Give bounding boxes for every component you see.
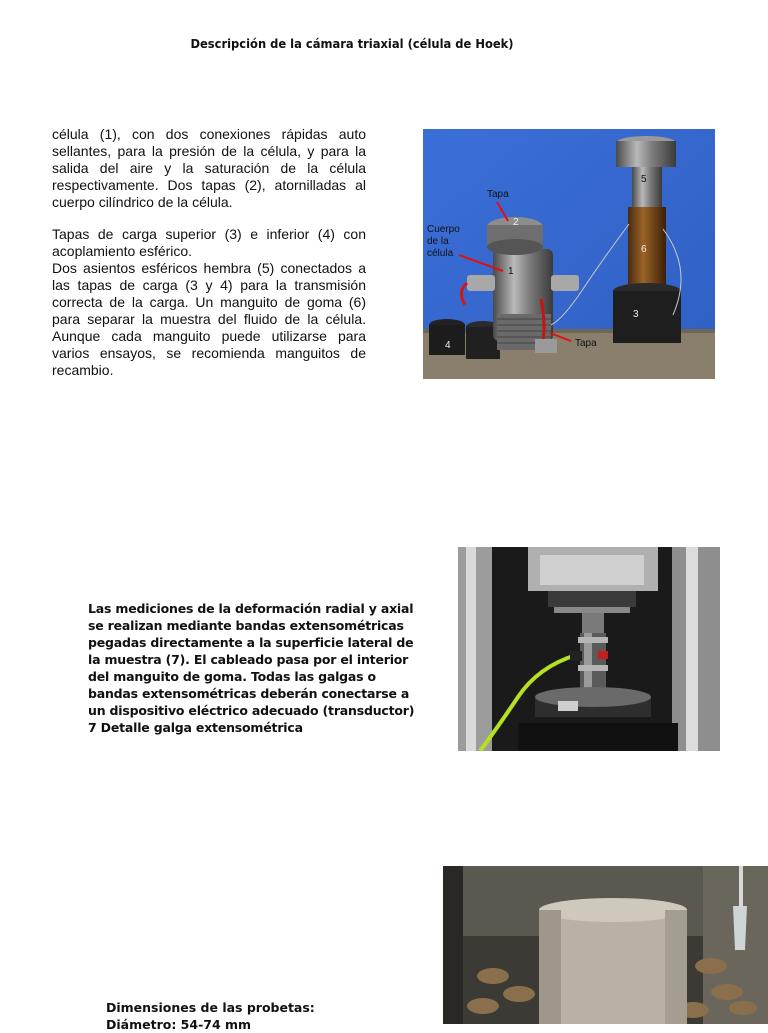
paragraph-strain-gauges: Las mediciones de la deformación radial y axial se realizan mediante bandas extensométricas pegadas directamente a la superficie lateral de la muestra (7). El cableado pasa por el interior del manguito de goma. Todas las galgas o bandas extensométricas deberán conectarse a un dispositivo eléctrico adecuado (transductor) 7 Detalle galga extensométrica [88,601,415,735]
label-num-4: 4 [445,340,451,351]
label-num-3: 3 [633,309,639,320]
label-tapa-bottom: Tapa [575,338,597,349]
label-cuerpo-line3: célula [427,248,454,259]
triaxial-cell-photo [423,129,715,379]
paragraph-load-caps-line1: Tapas de carga superior (3) e inferior (4) con acoplamiento esférico. [52,226,366,259]
document-title: Descripción de la cámara triaxial (célula de Hoek) [190,36,514,51]
label-cuerpo-line1: Cuerpo [427,224,460,235]
label-num-1: 1 [508,266,514,277]
label-num-2: 2 [513,217,519,228]
load-frame-photo [458,547,720,751]
label-num-6: 6 [641,244,647,255]
label-tapa-top: Tapa [487,189,509,200]
specimen-diameter: Diámetro: 54-74 mm [106,1017,252,1032]
paragraph-spherical-seats: Dos asientos esféricos hembra (5) conectados a las tapas de carga (3 y 4) para la transmisión correcta de la carga. Un manguito de goma (6) para separar la muestra del fluido de la célula. Aunque cada manguito puede utilizarse para varios ensayos, se recomienda manguitos de recambio. [52,260,366,378]
specimen-dimensions [106,999,406,1033]
label-num-5: 5 [641,174,647,185]
paragraph-cell-description: célula (1), con dos conexiones rápidas auto sellantes, para la presión de la célula, y para la salida del aire y la saturación de la célula respectivamente. Dos tapas (2), atornilladas al cuerpo cilíndrico de la célula. [52,126,366,210]
label-cuerpo-line2: de la [427,236,449,247]
paragraph-load-caps [52,226,366,379]
specimen-photo [443,866,768,1024]
specimen-dimensions-heading: Dimensiones de las probetas: [106,1000,315,1015]
